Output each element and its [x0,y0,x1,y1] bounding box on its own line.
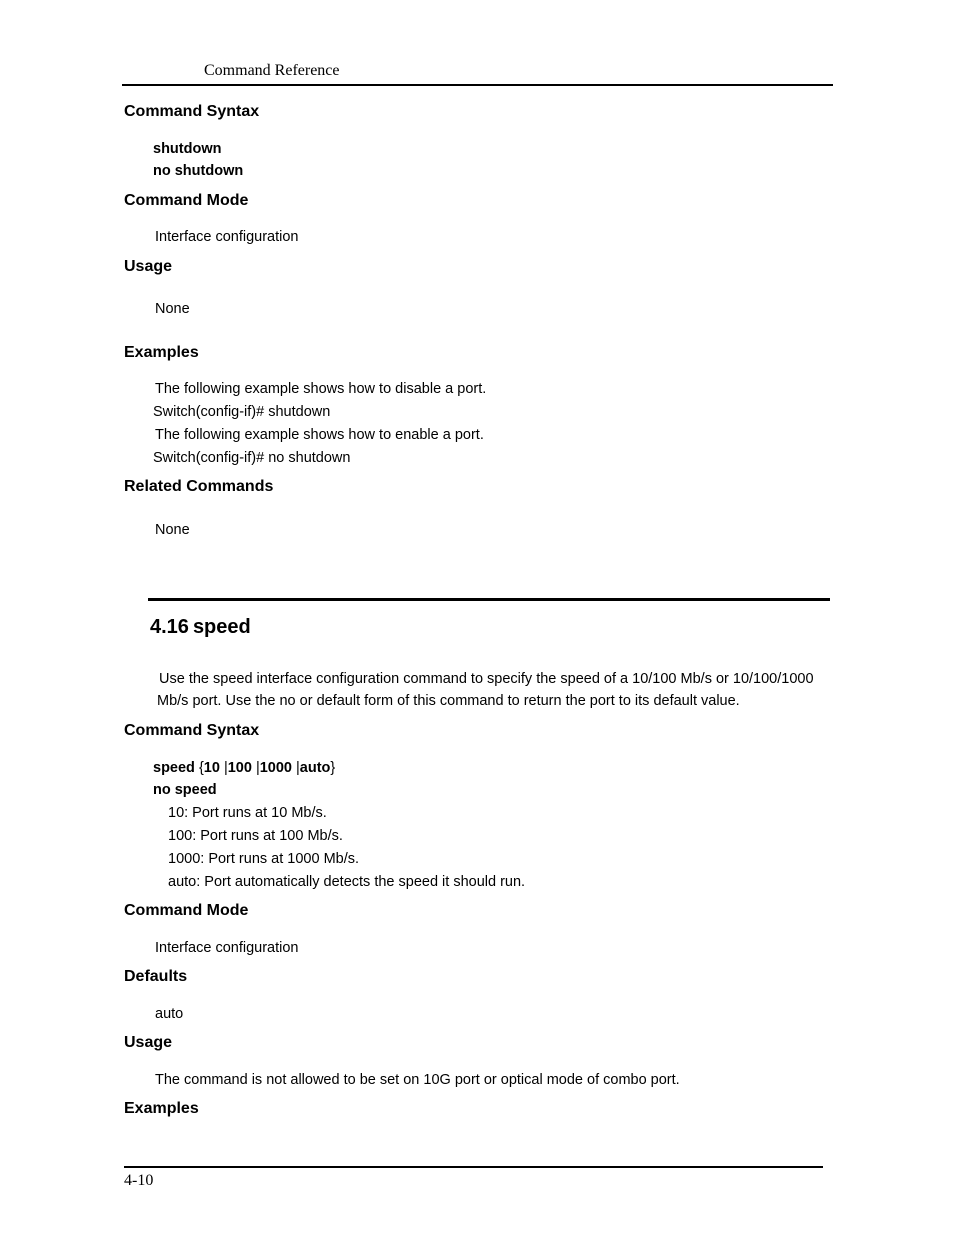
syntax-option: 100 [227,760,252,776]
page-number: 4-10 [124,1172,154,1189]
example-line: The following example shows how to disable a port. [155,381,487,397]
syntax-line: shutdown [153,141,222,157]
syntax-line: no shutdown [153,163,244,179]
related-text: None [155,522,190,538]
section-heading-examples: Examples [124,344,199,361]
section-title [150,616,251,639]
syntax-option: auto [299,760,331,776]
section-number: 4.16 [150,616,189,638]
running-header: Command Reference [204,62,340,79]
section-heading-related-commands: Related Commands [124,478,274,495]
syntax-brace: } [330,760,336,776]
section-heading-command-mode: Command Mode [124,902,249,919]
syntax-line: no speed [153,782,217,798]
section-rule [148,598,830,601]
usage-text: The command is not allowed to be set on 10G port or optical mode of combo port. [155,1072,680,1088]
section-heading-command-mode: Command Mode [124,192,249,209]
syntax-option: 10 [203,760,220,776]
example-line: Switch(config-if)# shutdown [153,404,331,420]
syntax-separator: | [292,760,300,776]
footer-rule [124,1166,823,1168]
param-line: 100: Port runs at 100 Mb/s. [168,828,343,844]
mode-text: Interface configuration [155,940,299,956]
section-heading-command-syntax: Command Syntax [124,103,260,120]
section-heading-command-syntax: Command Syntax [124,722,260,739]
syntax-brace: { [194,760,204,776]
example-line: Switch(config-if)# no shutdown [153,450,351,466]
description-line: Mb/s port. Use the no or default form of this command to return the port to its default value. [157,693,740,709]
syntax-separator: | [219,760,228,776]
section-heading-usage: Usage [124,1034,173,1051]
syntax-line [153,760,335,776]
param-line: 10: Port runs at 10 Mb/s. [168,805,327,821]
mode-text: Interface configuration [155,229,299,245]
section-name: speed [192,616,251,638]
section-heading-defaults: Defaults [124,968,188,985]
example-line: The following example shows how to enable a port. [155,427,484,443]
syntax-separator: | [251,760,260,776]
description-line: Use the speed interface configuration command to specify the speed of a 10/100 Mb/s or 10/100/1000 [159,671,814,687]
syntax-cmd: speed [153,760,195,776]
param-line: 1000: Port runs at 1000 Mb/s. [168,851,360,867]
syntax-option: 1000 [259,760,292,776]
header-rule [122,84,833,86]
section-heading-examples: Examples [124,1100,199,1117]
param-line: auto: Port automatically detects the speed it should run. [168,874,526,890]
defaults-text: auto [155,1006,184,1022]
section-heading-usage: Usage [124,258,173,275]
usage-text: None [155,301,190,317]
